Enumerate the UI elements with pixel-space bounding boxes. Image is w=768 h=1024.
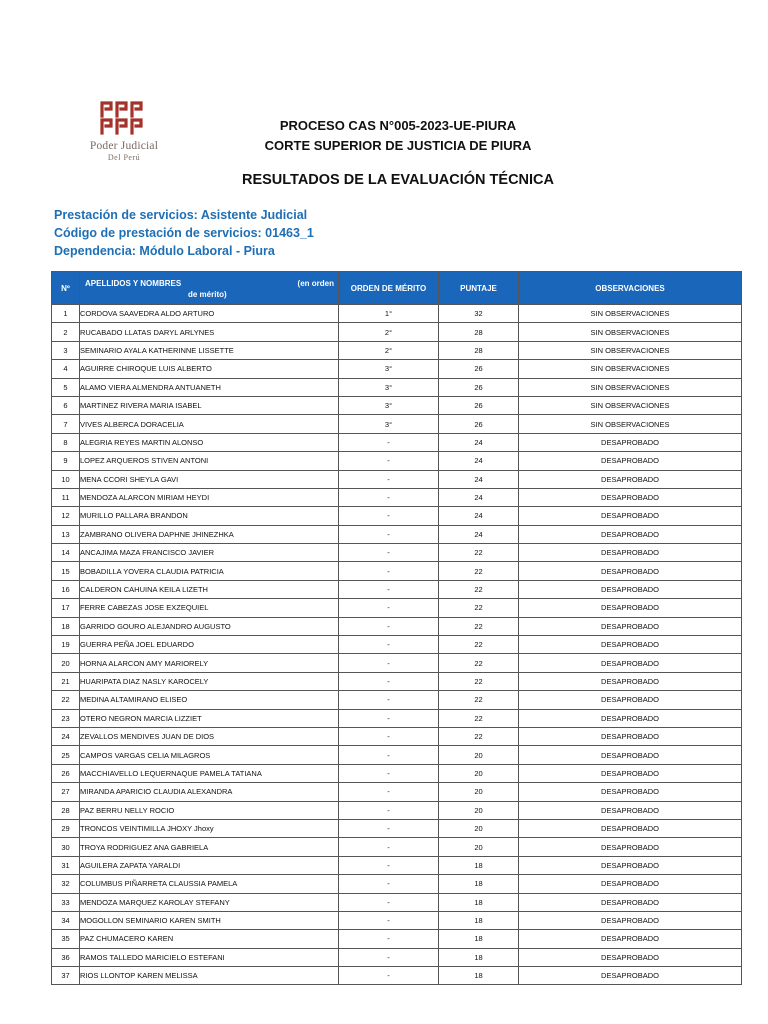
row-number: 25 [52,746,80,764]
row-observation: DESAPROBADO [519,691,742,709]
col-header-name-part2: (en orden [297,279,334,288]
row-score: 20 [439,746,519,764]
row-order: - [339,783,439,801]
row-number: 24 [52,727,80,745]
row-observation: DESAPROBADO [519,930,742,948]
row-observation: DESAPROBADO [519,470,742,488]
row-number: 19 [52,636,80,654]
row-observation: SIN OBSERVACIONES [519,341,742,359]
row-number: 10 [52,470,80,488]
row-observation: DESAPROBADO [519,525,742,543]
row-observation: SIN OBSERVACIONES [519,323,742,341]
row-score: 24 [439,525,519,543]
row-name: AGUIRRE CHIROQUE LUIS ALBERTO [80,360,339,378]
row-number: 16 [52,580,80,598]
row-order: 2° [339,341,439,359]
row-observation: DESAPROBADO [519,727,742,745]
table-row [52,636,742,654]
row-number: 2 [52,323,80,341]
row-number: 14 [52,544,80,562]
row-order: - [339,911,439,929]
row-name: BOBADILLA YOVERA CLAUDIA PATRICIA [80,562,339,580]
row-number: 11 [52,488,80,506]
row-observation: DESAPROBADO [519,911,742,929]
row-order: - [339,433,439,451]
row-score: 24 [439,470,519,488]
row-name: VIVES ALBERCA DORACELIA [80,415,339,433]
dependency-line: Dependencia: Módulo Laboral - Piura [54,244,275,258]
table-row [52,801,742,819]
process-title: PROCESO CAS N°005-2023-UE-PIURA [279,118,517,133]
row-score: 22 [439,599,519,617]
row-observation: DESAPROBADO [519,452,742,470]
table-row [52,580,742,598]
row-number: 29 [52,819,80,837]
table-row [52,948,742,966]
row-order: - [339,672,439,690]
table-row [52,967,742,985]
row-name: OTERO NEGRON MARCIA LIZZIET [80,709,339,727]
table-row [52,727,742,745]
table-row [52,341,742,359]
table-row [52,875,742,893]
row-order: 1° [339,305,439,323]
row-observation: DESAPROBADO [519,709,742,727]
row-observation: SIN OBSERVACIONES [519,396,742,414]
table-row [52,507,742,525]
row-score: 22 [439,617,519,635]
row-number: 3 [52,341,80,359]
row-order: - [339,746,439,764]
row-score: 20 [439,819,519,837]
col-header-order: ORDEN DE MÉRITO [339,272,439,305]
row-number: 28 [52,801,80,819]
row-order: 3° [339,360,439,378]
row-order: - [339,580,439,598]
row-number: 7 [52,415,80,433]
row-number: 22 [52,691,80,709]
row-order: - [339,525,439,543]
page-title: RESULTADOS DE LA EVALUACIÓN TÉCNICA [241,172,555,188]
row-score: 22 [439,544,519,562]
row-observation: DESAPROBADO [519,875,742,893]
results-table [51,271,742,985]
row-score: 22 [439,727,519,745]
row-score: 26 [439,378,519,396]
col-header-observations: OBSERVACIONES [519,272,742,305]
row-observation: DESAPROBADO [519,562,742,580]
row-name: CAMPOS VARGAS CELIA MILAGROS [80,746,339,764]
row-score: 24 [439,507,519,525]
row-order: - [339,948,439,966]
row-observation: DESAPROBADO [519,580,742,598]
row-score: 22 [439,691,519,709]
row-name: CORDOVA SAAVEDRA ALDO ARTURO [80,305,339,323]
row-observation: SIN OBSERVACIONES [519,378,742,396]
row-observation: DESAPROBADO [519,948,742,966]
row-number: 8 [52,433,80,451]
table-row [52,709,742,727]
row-score: 26 [439,415,519,433]
table-row [52,488,742,506]
poder-judicial-logo [76,100,172,170]
row-score: 18 [439,856,519,874]
row-number: 12 [52,507,80,525]
row-observation: DESAPROBADO [519,617,742,635]
row-score: 18 [439,893,519,911]
row-score: 18 [439,875,519,893]
row-order: 2° [339,323,439,341]
row-observation: DESAPROBADO [519,967,742,985]
table-row [52,783,742,801]
court-title: CORTE SUPERIOR DE JUSTICIA DE PIURA [264,138,532,153]
row-observation: DESAPROBADO [519,746,742,764]
row-number: 27 [52,783,80,801]
row-order: 3° [339,415,439,433]
row-order: - [339,562,439,580]
table-row [52,396,742,414]
row-order: - [339,709,439,727]
table-row [52,562,742,580]
row-name: MENDOZA MARQUEZ KAROLAY STEFANY [80,893,339,911]
table-row [52,930,742,948]
service-line: Prestación de servicios: Asistente Judicial [54,208,308,222]
row-order: - [339,819,439,837]
table-row [52,415,742,433]
table-row [52,654,742,672]
row-observation: DESAPROBADO [519,488,742,506]
row-number: 13 [52,525,80,543]
row-score: 22 [439,580,519,598]
table-row [52,433,742,451]
row-order: - [339,654,439,672]
row-number: 9 [52,452,80,470]
row-score: 26 [439,360,519,378]
table-row [52,452,742,470]
row-name: MOGOLLON SEMINARIO KAREN SMITH [80,911,339,929]
row-name: RAMOS TALLEDO MARICIELO ESTEFANI [80,948,339,966]
row-observation: SIN OBSERVACIONES [519,305,742,323]
row-score: 24 [439,433,519,451]
row-observation: DESAPROBADO [519,856,742,874]
row-order: - [339,691,439,709]
row-number: 17 [52,599,80,617]
row-order: - [339,930,439,948]
row-score: 22 [439,672,519,690]
row-observation: SIN OBSERVACIONES [519,415,742,433]
table-row [52,599,742,617]
row-name: PAZ BERRU NELLY ROCIO [80,801,339,819]
row-order: - [339,838,439,856]
table-row [52,893,742,911]
row-name: ALEGRIA REYES MARTIN ALONSO [80,433,339,451]
row-name: TROYA RODRIGUEZ ANA GABRIELA [80,838,339,856]
row-name: MENA CCORI SHEYLA GAVI [80,470,339,488]
table-row [52,856,742,874]
row-score: 32 [439,305,519,323]
col-header-name-part3: de mérito) [188,290,227,299]
row-name: MENDOZA ALARCON MIRIAM HEYDI [80,488,339,506]
table-row [52,323,742,341]
logo-name: Poder Judicial [89,140,159,152]
row-number: 18 [52,617,80,635]
row-name: GARRIDO GOURO ALEJANDRO AUGUSTO [80,617,339,635]
row-name: RUCABADO LLATAS DARYL ARLYNES [80,323,339,341]
row-observation: DESAPROBADO [519,801,742,819]
row-observation: DESAPROBADO [519,636,742,654]
row-name: MACCHIAVELLO LEQUERNAQUE PAMELA TATIANA [80,764,339,782]
row-name: LOPEZ ARQUEROS STIVEN ANTONI [80,452,339,470]
col-header-number: Nº [52,272,80,305]
col-header-name-part1: APELLIDOS Y NOMBRES [85,279,182,288]
row-observation: DESAPROBADO [519,544,742,562]
table-row [52,617,742,635]
row-observation: DESAPROBADO [519,654,742,672]
table-row [52,819,742,837]
row-name: MIRANDA APARICIO CLAUDIA ALEXANDRA [80,783,339,801]
row-name: GUERRA PEÑA JOEL EDUARDO [80,636,339,654]
row-order: - [339,617,439,635]
row-number: 21 [52,672,80,690]
row-name: ANCAJIMA MAZA FRANCISCO JAVIER [80,544,339,562]
row-score: 24 [439,488,519,506]
row-score: 28 [439,323,519,341]
row-name: MEDINA ALTAMIRANO ELISEO [80,691,339,709]
table-row [52,764,742,782]
row-number: 23 [52,709,80,727]
row-order: - [339,470,439,488]
row-number: 5 [52,378,80,396]
row-number: 37 [52,967,80,985]
row-observation: DESAPROBADO [519,672,742,690]
row-score: 20 [439,801,519,819]
row-name: AGUILERA ZAPATA YARALDI [80,856,339,874]
row-order: - [339,893,439,911]
row-name: ZEVALLOS MENDIVES JUAN DE DIOS [80,727,339,745]
table-row [52,691,742,709]
row-score: 20 [439,764,519,782]
row-observation: DESAPROBADO [519,433,742,451]
row-score: 18 [439,930,519,948]
row-name: CALDERON CAHUINA KEILA LIZETH [80,580,339,598]
table-row [52,544,742,562]
row-score: 24 [439,452,519,470]
row-order: 3° [339,378,439,396]
row-name: ZAMBRANO OLIVERA DAPHNE JHINEZHKA [80,525,339,543]
row-number: 30 [52,838,80,856]
row-order: - [339,452,439,470]
row-number: 36 [52,948,80,966]
table-row [52,746,742,764]
table-row [52,305,742,323]
row-score: 18 [439,967,519,985]
row-score: 22 [439,636,519,654]
row-order: - [339,764,439,782]
row-name: ALAMO VIERA ALMENDRA ANTUANETH [80,378,339,396]
row-order: - [339,875,439,893]
table-row [52,672,742,690]
table-row [52,360,742,378]
row-number: 20 [52,654,80,672]
row-observation: DESAPROBADO [519,819,742,837]
row-order: - [339,967,439,985]
row-order: - [339,599,439,617]
row-number: 1 [52,305,80,323]
row-number: 6 [52,396,80,414]
service-code-line: Código de prestación de servicios: 01463_1 [54,226,314,240]
table-row [52,470,742,488]
row-score: 22 [439,709,519,727]
row-number: 34 [52,911,80,929]
row-number: 32 [52,875,80,893]
table-row [52,378,742,396]
row-name: COLUMBUS PIÑARRETA CLAUSSIA PAMELA [80,875,339,893]
row-order: - [339,544,439,562]
row-order: - [339,507,439,525]
row-name: MARTINEZ RIVERA MARIA ISABEL [80,396,339,414]
table-row [52,525,742,543]
row-observation: DESAPROBADO [519,507,742,525]
logo-subtitle: Del Perú [107,153,141,162]
row-observation: DESAPROBADO [519,599,742,617]
table-body [52,305,742,985]
row-order: 3° [339,396,439,414]
row-observation: DESAPROBADO [519,893,742,911]
row-score: 18 [439,948,519,966]
row-number: 31 [52,856,80,874]
row-number: 35 [52,930,80,948]
row-order: - [339,488,439,506]
row-score: 18 [439,911,519,929]
row-order: - [339,727,439,745]
row-name: PAZ CHUMACERO KAREN [80,930,339,948]
row-name: TRONCOS VEINTIMILLA JHOXY Jhoxy [80,819,339,837]
row-number: 26 [52,764,80,782]
row-score: 28 [439,341,519,359]
row-score: 22 [439,562,519,580]
table-header-row [52,272,742,305]
row-observation: DESAPROBADO [519,764,742,782]
row-number: 15 [52,562,80,580]
row-name: FERRE CABEZAS JOSE EXZEQUIEL [80,599,339,617]
row-order: - [339,636,439,654]
row-score: 20 [439,783,519,801]
table-row [52,911,742,929]
row-number: 4 [52,360,80,378]
row-name: HORNA ALARCON AMY MARIORELY [80,654,339,672]
table-row [52,838,742,856]
row-order: - [339,856,439,874]
row-number: 33 [52,893,80,911]
col-header-score: PUNTAJE [439,272,519,305]
row-order: - [339,801,439,819]
col-header-name [80,272,339,305]
row-observation: SIN OBSERVACIONES [519,360,742,378]
row-score: 20 [439,838,519,856]
row-observation: DESAPROBADO [519,783,742,801]
row-observation: DESAPROBADO [519,838,742,856]
row-score: 26 [439,396,519,414]
row-name: HUARIPATA DIAZ NASLY KAROCELY [80,672,339,690]
row-score: 22 [439,654,519,672]
row-name: MURILLO PALLARA BRANDON [80,507,339,525]
row-name: RIOS LLONTOP KAREN MELISSA [80,967,339,985]
row-name: SEMINARIO AYALA KATHERINNE LISSETTE [80,341,339,359]
